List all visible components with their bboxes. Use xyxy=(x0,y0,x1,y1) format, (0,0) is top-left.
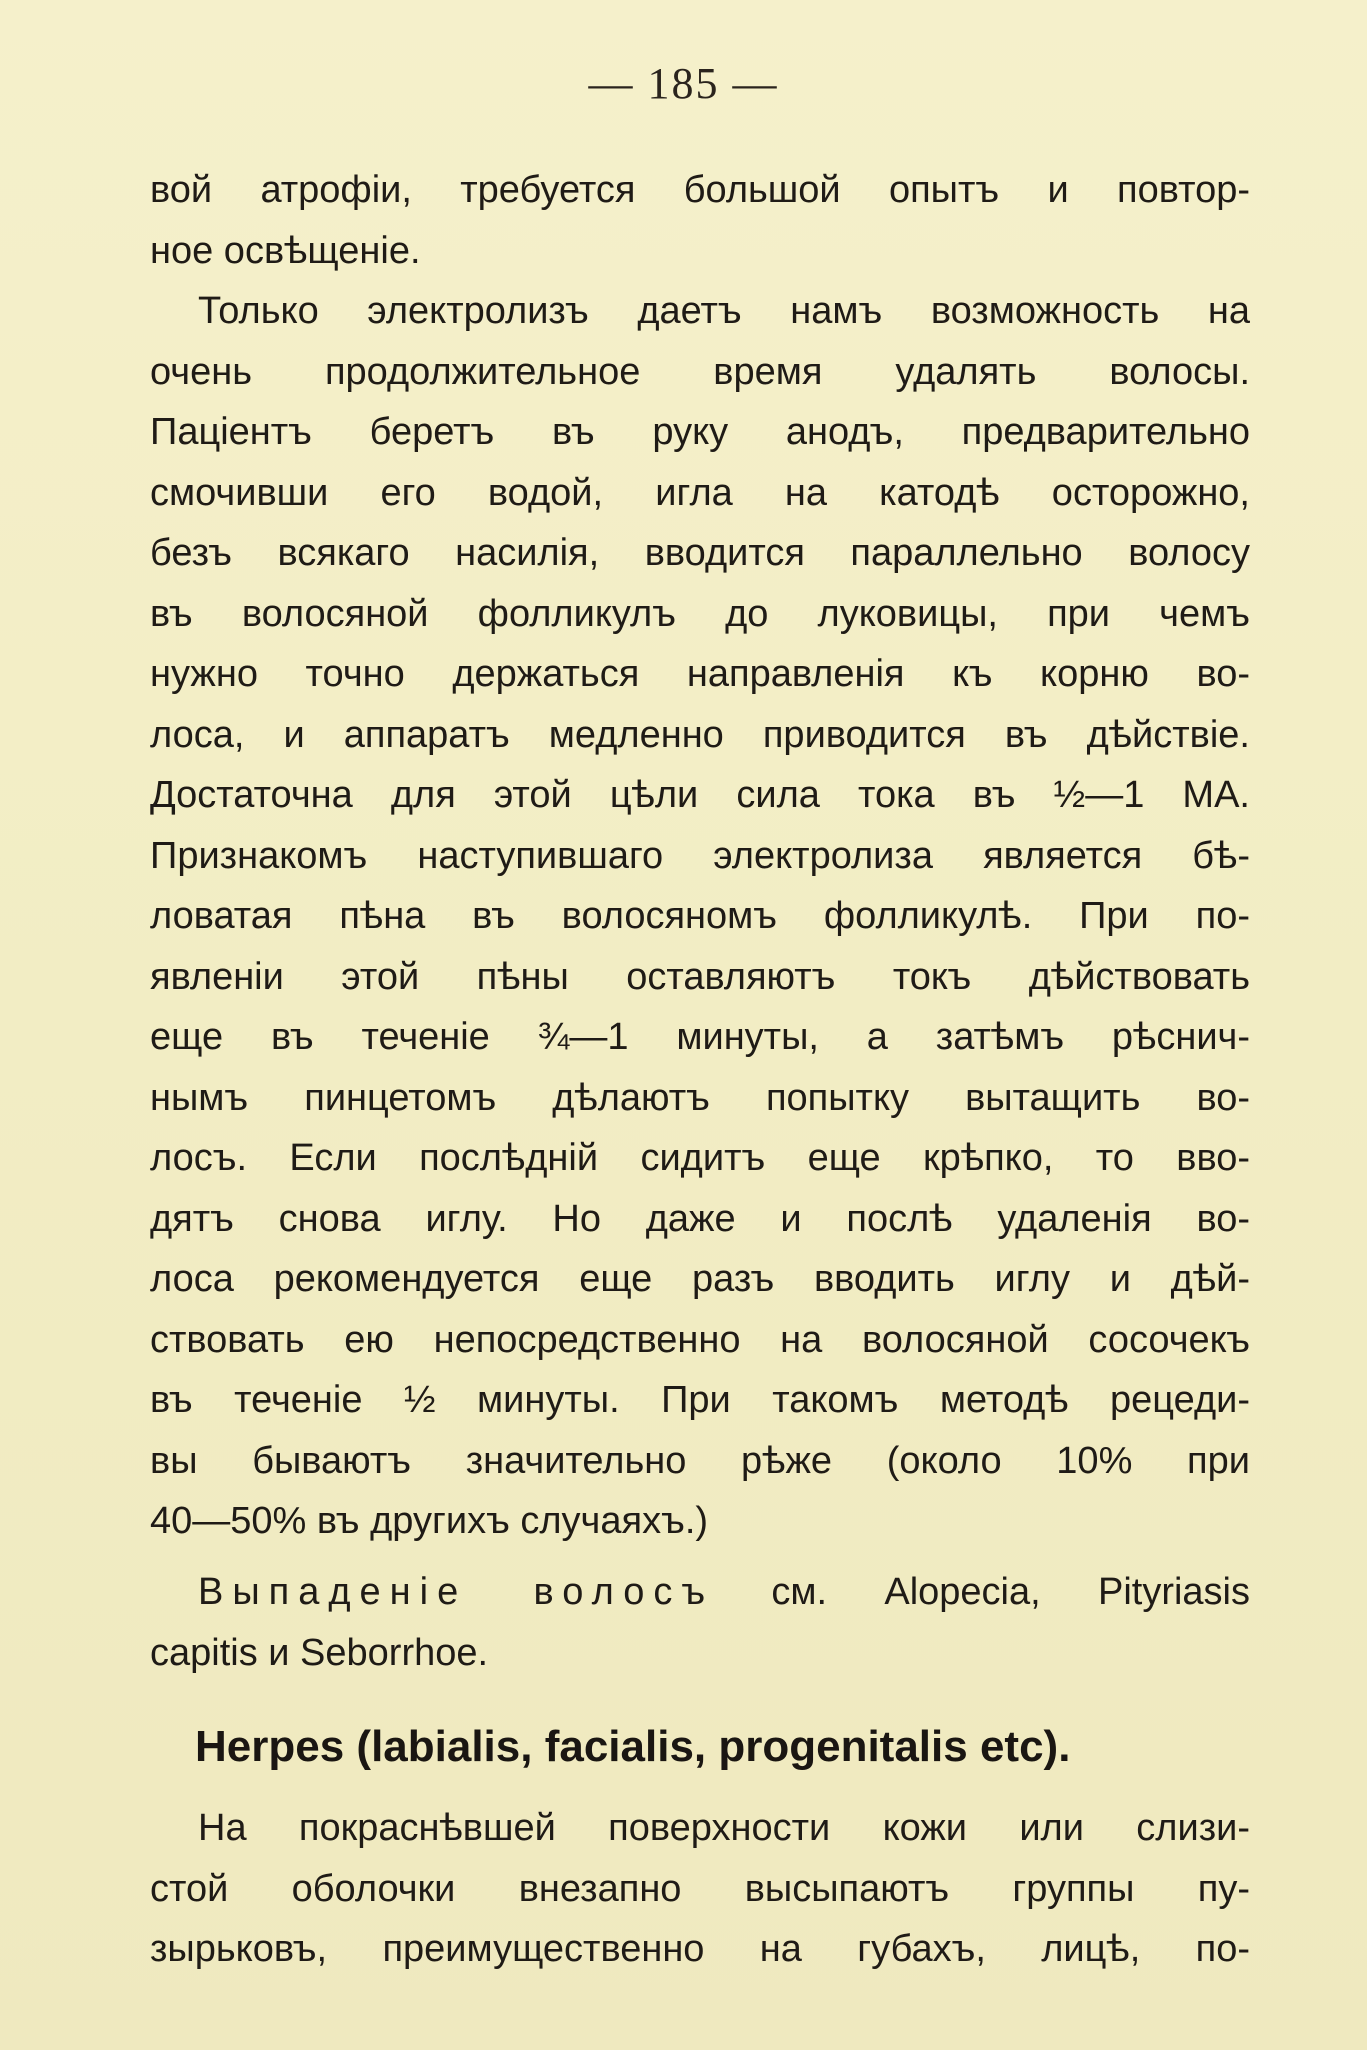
text-line: ствовать ею непосредственно на волосяной сосочекъ xyxy=(150,1318,1250,1361)
text-line: Паціентъ беретъ въ руку анодъ, предварительно xyxy=(150,411,1250,453)
text-line: дятъ снова иглу. Но даже и послѣ удаленія во- xyxy=(150,1197,1250,1240)
text-line: смочивши его водой, игла на катодѣ осторожно, xyxy=(150,471,1250,514)
text-line: На покраснѣвшей поверхности кожи или слизи- xyxy=(198,1807,1250,1849)
text-line: лоса, и аппаратъ медленно приводится въ дѣйствіе. xyxy=(150,713,1250,756)
text-line: нымъ пинцетомъ дѣлаютъ попытку вытащить во- xyxy=(150,1076,1250,1119)
text-line: Только электролизъ даетъ намъ возможность на xyxy=(198,290,1250,332)
main-text xyxy=(150,160,1250,1552)
page-number: — 185 — xyxy=(588,59,779,108)
hair-loss-paragraph xyxy=(150,1562,1250,1683)
text-line xyxy=(150,1562,1250,1623)
text-line: въ теченіе ½ минуты. При такомъ методѣ рецеди- xyxy=(150,1379,1250,1421)
text-line: зырьковъ, преимущественно на губахъ, лицѣ, по- xyxy=(150,1928,1250,1970)
text-line: въ волосяной фолликулъ до луковицы, при чемъ xyxy=(150,592,1250,635)
text-line: capitis и Seborrhoe. xyxy=(150,1631,489,1674)
text-line: лоса рекомендуется еще разъ вводить иглу и дѣй- xyxy=(150,1258,1250,1300)
section-heading: Herpes (labialis, facialis, progenitalis etc). xyxy=(195,1722,1071,1771)
text-line: ное освѣщеніе. xyxy=(150,229,421,272)
text-line: нужно точно держаться направленія къ корню во- xyxy=(150,653,1250,695)
term-reference: см. Alopecia, Pityriasis xyxy=(771,1571,1250,1613)
text-line: вой атрофіи, требуется большой опытъ и повтор- xyxy=(150,169,1250,211)
text-line: лосъ. Если послѣдній сидитъ еще крѣпко, то вво- xyxy=(150,1137,1250,1179)
text-line: стой оболочки внезапно высыпаютъ группы пу- xyxy=(150,1867,1250,1910)
text-line: 40—50% въ другихъ случаяхъ.) xyxy=(150,1500,709,1542)
text-line: безъ всякаго насилія, вводится параллельно волосу xyxy=(150,532,1250,574)
text-line: ловатая пѣна въ волосяномъ фолликулѣ. При по- xyxy=(150,895,1250,937)
herpes-paragraph xyxy=(150,1798,1250,1980)
text-line: Признакомъ наступившаго электролиза является бѣ- xyxy=(150,834,1250,877)
text-line: очень продолжительное время удалять волосы. xyxy=(150,350,1250,393)
term-spaced: Выпаденіе волосъ xyxy=(198,1571,715,1613)
text-line: Достаточна для этой цѣли сила тока въ ½—1 МА. xyxy=(150,774,1250,816)
text-line: еще въ теченіе ¾—1 минуты, а затѣмъ рѣснич- xyxy=(150,1016,1250,1058)
text-line: вы бываютъ значительно рѣже (около 10% при xyxy=(150,1439,1250,1482)
text-line: явленіи этой пѣны оставляютъ токъ дѣйствовать xyxy=(150,955,1250,998)
